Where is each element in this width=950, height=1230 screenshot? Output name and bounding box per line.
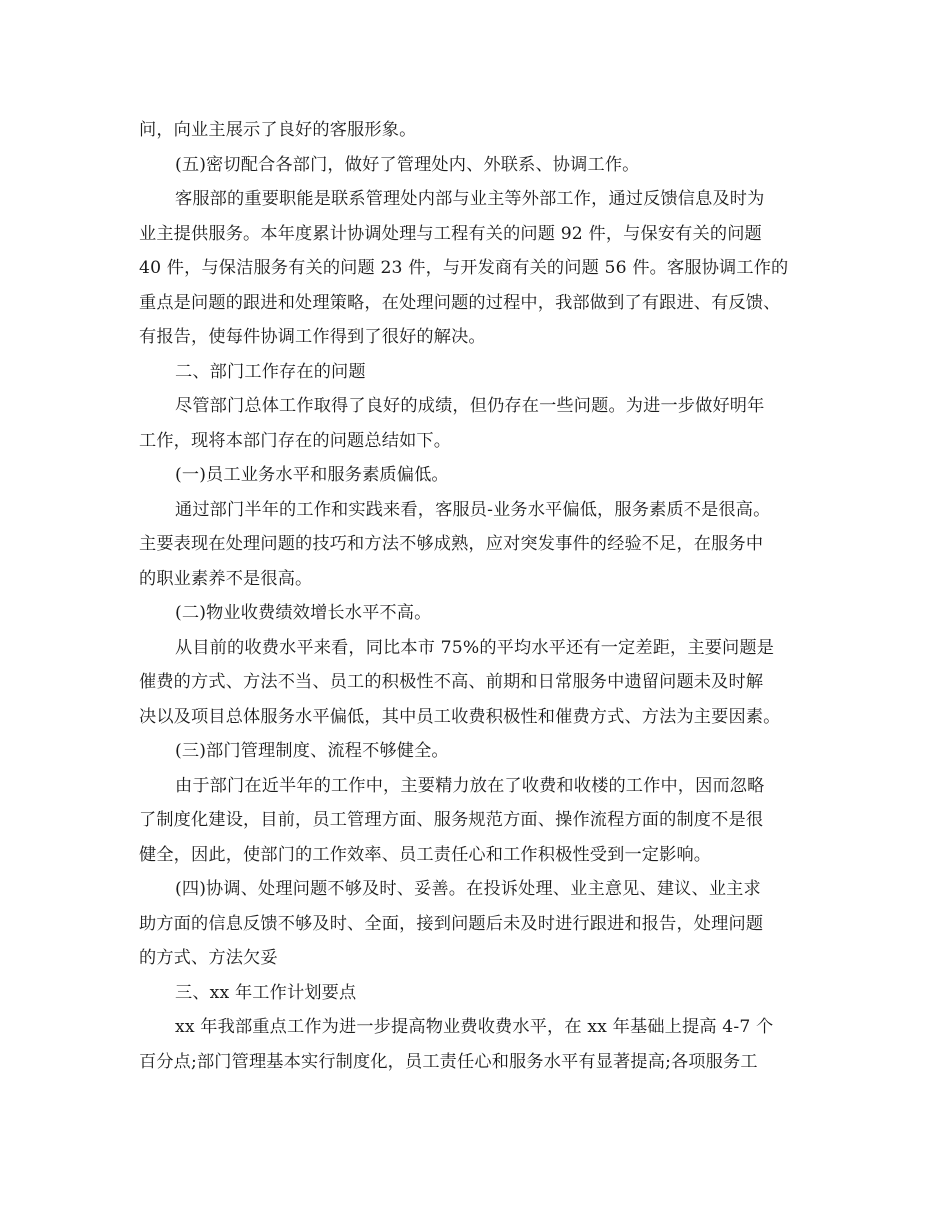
text-line: 催费的方式、方法不当、员工的积极性不高、前期和日常服务中遗留问题未及时解	[139, 672, 764, 692]
text-line: (二)物业收费绩效增长水平不高。	[175, 603, 432, 623]
text-line: 二、部门工作存在的问题	[175, 361, 366, 382]
text-line: xx 年我部重点工作为进一步提高物业费收费水平，在 xx 年基础上提高 4-7 个	[175, 1017, 774, 1037]
text-line: 从目前的收费水平来看，同比本市 75%的平均水平还有一定差距，主要问题是	[175, 637, 775, 658]
text-line: 客服部的重要职能是联系管理处内部与业主等外部工作，通过反馈信息及时为	[175, 189, 765, 209]
text-line: 了制度化建设，目前，员工管理方面、服务规范方面、操作流程方面的制度不是很	[139, 810, 764, 830]
text-line: 百分点;部门管理基本实行制度化，员工责任心和服务水平有显著提高;各项服务工	[139, 1051, 758, 1072]
text-line: 40 件，与保洁服务有关的问题 23 件，与开发商有关的问题 56 件。客服协调工作的	[139, 258, 789, 278]
text-line: 重点是问题的跟进和处理策略，在处理问题的过程中，我部做到了有跟进、有反馈、	[139, 292, 781, 313]
text-line: 三、xx 年工作计划要点	[175, 982, 357, 1003]
text-line: 主要表现在处理问题的技巧和方法不够成熟，应对突发事件的经验不足，在服务中	[139, 534, 764, 554]
text-line: 的方式、方法欠妥	[139, 948, 278, 968]
text-line: 决以及项目总体服务水平偏低，其中员工收费积极性和催费方式、方法为主要因素。	[139, 706, 781, 727]
text-line: 尽管部门总体工作取得了良好的成绩，但仍存在一些问题。为进一步做好明年	[175, 396, 765, 416]
text-line: 助方面的信息反馈不够及时、全面，接到问题后未及时进行跟进和报告，处理问题	[139, 913, 764, 934]
text-line: 有报告，使每件协调工作得到了很好的解决。	[139, 327, 486, 347]
text-line: 问，向业主展示了良好的客服形象。	[139, 120, 417, 140]
text-line: (三)部门管理制度、流程不够健全。	[175, 741, 449, 761]
text-line: 健全，因此，使部门的工作效率、员工责任心和工作积极性受到一定影响。	[139, 844, 712, 865]
text-line: 由于部门在近半年的工作中，主要精力放在了收费和收楼的工作中，因而忽略	[175, 775, 765, 796]
text-line: 通过部门半年的工作和实践来看，客服员-业务水平偏低，服务素质不是很高。	[175, 499, 771, 520]
text-line: (四)协调、处理问题不够及时、妥善。在投诉处理、业主意见、建议、业主求	[175, 879, 761, 899]
text-line: (一)员工业务水平和服务素质偏低。	[175, 465, 449, 485]
text-line: 工作，现将本部门存在的问题总结如下。	[139, 430, 452, 451]
document-body	[139, 113, 827, 1079]
text-line: 的职业素养不是很高。	[139, 568, 313, 589]
text-line: 业主提供服务。本年度累计协调处理与工程有关的问题 92 件，与保安有关的问题	[139, 223, 762, 244]
text-line: (五)密切配合各部门，做好了管理处内、外联系、协调工作。	[175, 154, 640, 175]
